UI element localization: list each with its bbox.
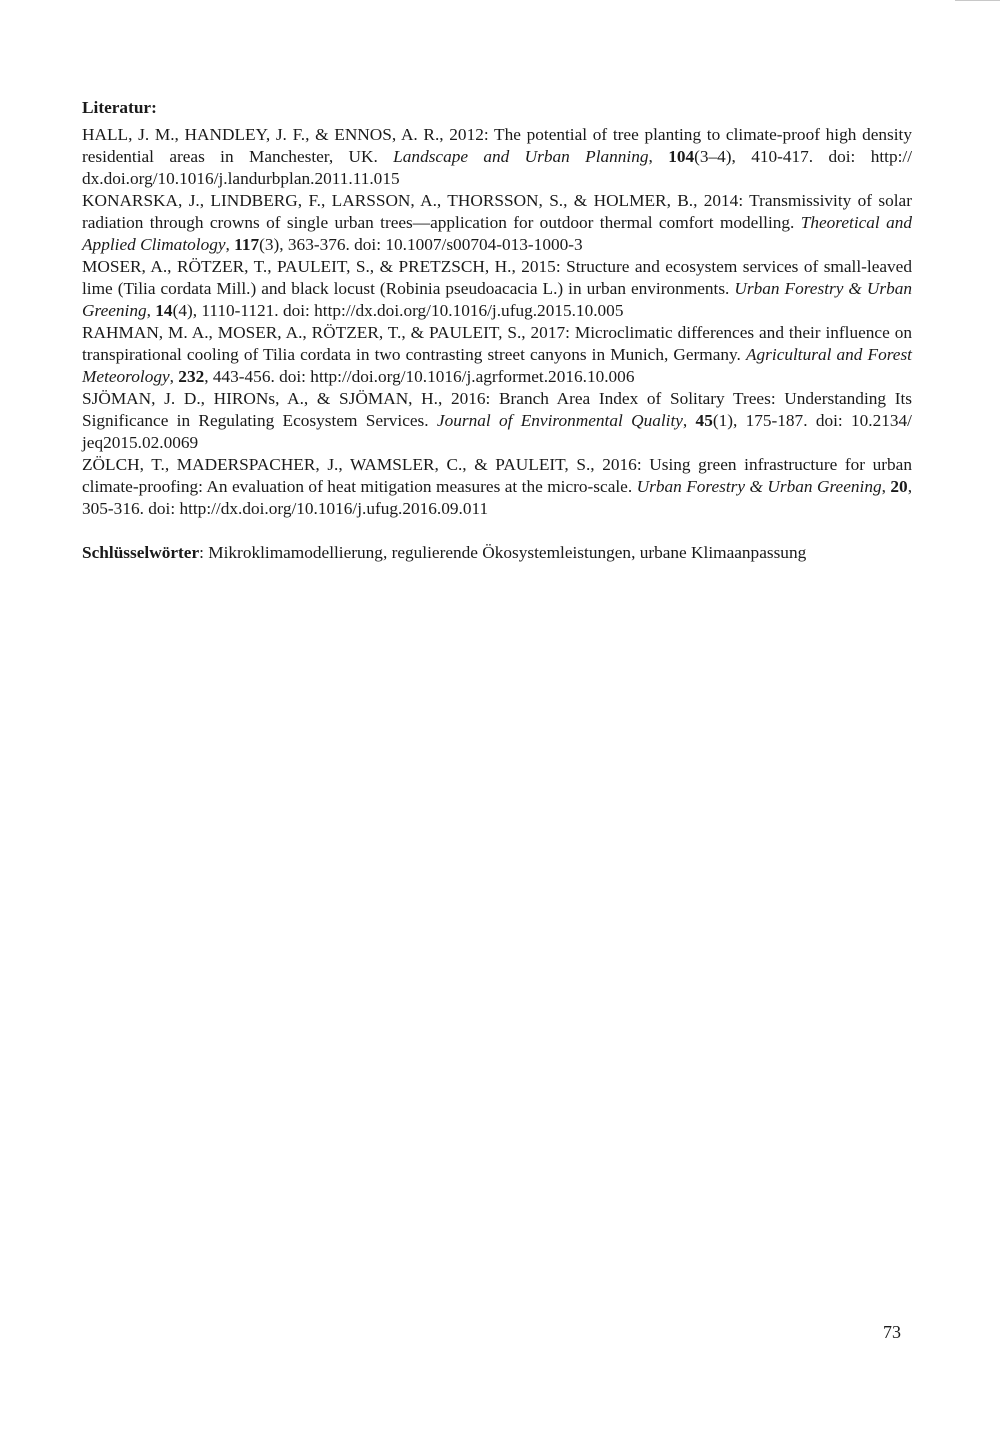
reference-pages-doi: (1), 175-187. doi: 10.2134/ jeq2015.02.0069 [82,411,912,452]
reference-volume: 45 [695,411,713,430]
reference-pages-doi: , 305-316. doi: http://dx.doi.org/10.1016/j.ufug.2016.09.011 [82,477,913,518]
reference-volume: 14 [155,301,173,320]
page-number: 73 [883,1322,901,1342]
reference-pages-doi: (3), 363-376. doi: 10.1007/s00704-013-1000-3 [259,235,583,254]
reference-pages-doi: (3–4), 410-417. doi: http:// dx.doi.org/10.1016/j.landurbplan.2011.11.015 [82,147,912,188]
reference-entry [82,124,912,190]
keywords-text: Mikroklimamodellierung, regulierende Ökosystemleistungen, urbane Klimaanpassung [208,543,807,562]
reference-separator: , [881,477,891,496]
reference-volume: 104 [668,147,695,166]
reference-journal: Urban Forestry & Urban Greening [82,279,912,320]
keywords-colon: : [199,543,209,562]
reference-journal: Urban Forestry & Urban Greening [636,477,882,496]
reference-entry [82,388,912,454]
reference-separator: , [682,411,696,430]
reference-entry [82,454,912,520]
reference-volume: 20 [890,477,908,496]
reference-separator: , [225,235,235,254]
reference-authors-title: MOSER, A., RÖTZER, T., PAULEIT, S., & PRETZSCH, H., 2015: Structure and ecosystem services of small-leaved lime (Tilia cordata Mill.) and black locust (Robinia pseudoacacia L.) in urban environments. [82,257,912,298]
reference-journal: Landscape and Urban Planning [393,147,649,166]
reference-authors-title: ZÖLCH, T., MADERSPACHER, J., WAMSLER, C., & PAULEIT, S., 2016: Using green infrastructure for urban climate-proofing: An evaluation of heat mitigation measures at the micro-scale. [82,455,912,496]
reference-journal: Journal of Environmental Quality [436,411,683,430]
reference-volume: 232 [178,367,205,386]
reference-separator: , [648,147,669,166]
reference-entry [82,322,912,388]
reference-authors-title: KONARSKA, J., LINDBERG, F., LARSSON, A., THORSSON, S., & HOLMER, B., 2014: Transmissivity of solar radiation through crowns of single urban trees—application for outdoor thermal comfort modelling. [82,191,912,232]
literature-section [82,97,912,564]
reference-separator: , [146,301,156,320]
reference-authors-title: HALL, J. M., HANDLEY, J. F., & ENNOS, A. R., 2012: The potential of tree planting to climate-proof high density residential areas in Manchester, UK. [82,125,912,166]
reference-entry [82,190,912,256]
keywords-label: Schlüsselwörter [82,543,200,562]
reference-pages-doi: , 443-456. doi: http://doi.org/10.1016/j.agrformet.2016.10.006 [204,367,635,386]
reference-journal: Agricultural and Forest Meteorology [82,345,912,386]
scan-edge-line [955,0,1000,1]
reference-authors-title: SJÖMAN, J. D., HIRONs, A., & SJÖMAN, H., 2016: Branch Area Index of Solitary Trees: Understanding Its Significance in Regulating Ecosystem Services. [82,389,912,430]
literature-heading: Literatur: [82,98,157,117]
reference-entry [82,256,912,322]
keywords-line [82,542,912,564]
reference-authors-title: RAHMAN, M. A., MOSER, A., RÖTZER, T., & PAULEIT, S., 2017: Microclimatic differences and their influence on transpirational cooling of Tilia cordata in two contrasting street canyons in Munich, Germany. [82,323,912,364]
reference-pages-doi: (4), 1110-1121. doi: http://dx.doi.org/10.1016/j.ufug.2015.10.005 [172,301,624,320]
reference-separator: , [169,367,179,386]
reference-journal: Theoretical and Applied Climatology [82,213,912,254]
reference-volume: 117 [234,235,260,254]
